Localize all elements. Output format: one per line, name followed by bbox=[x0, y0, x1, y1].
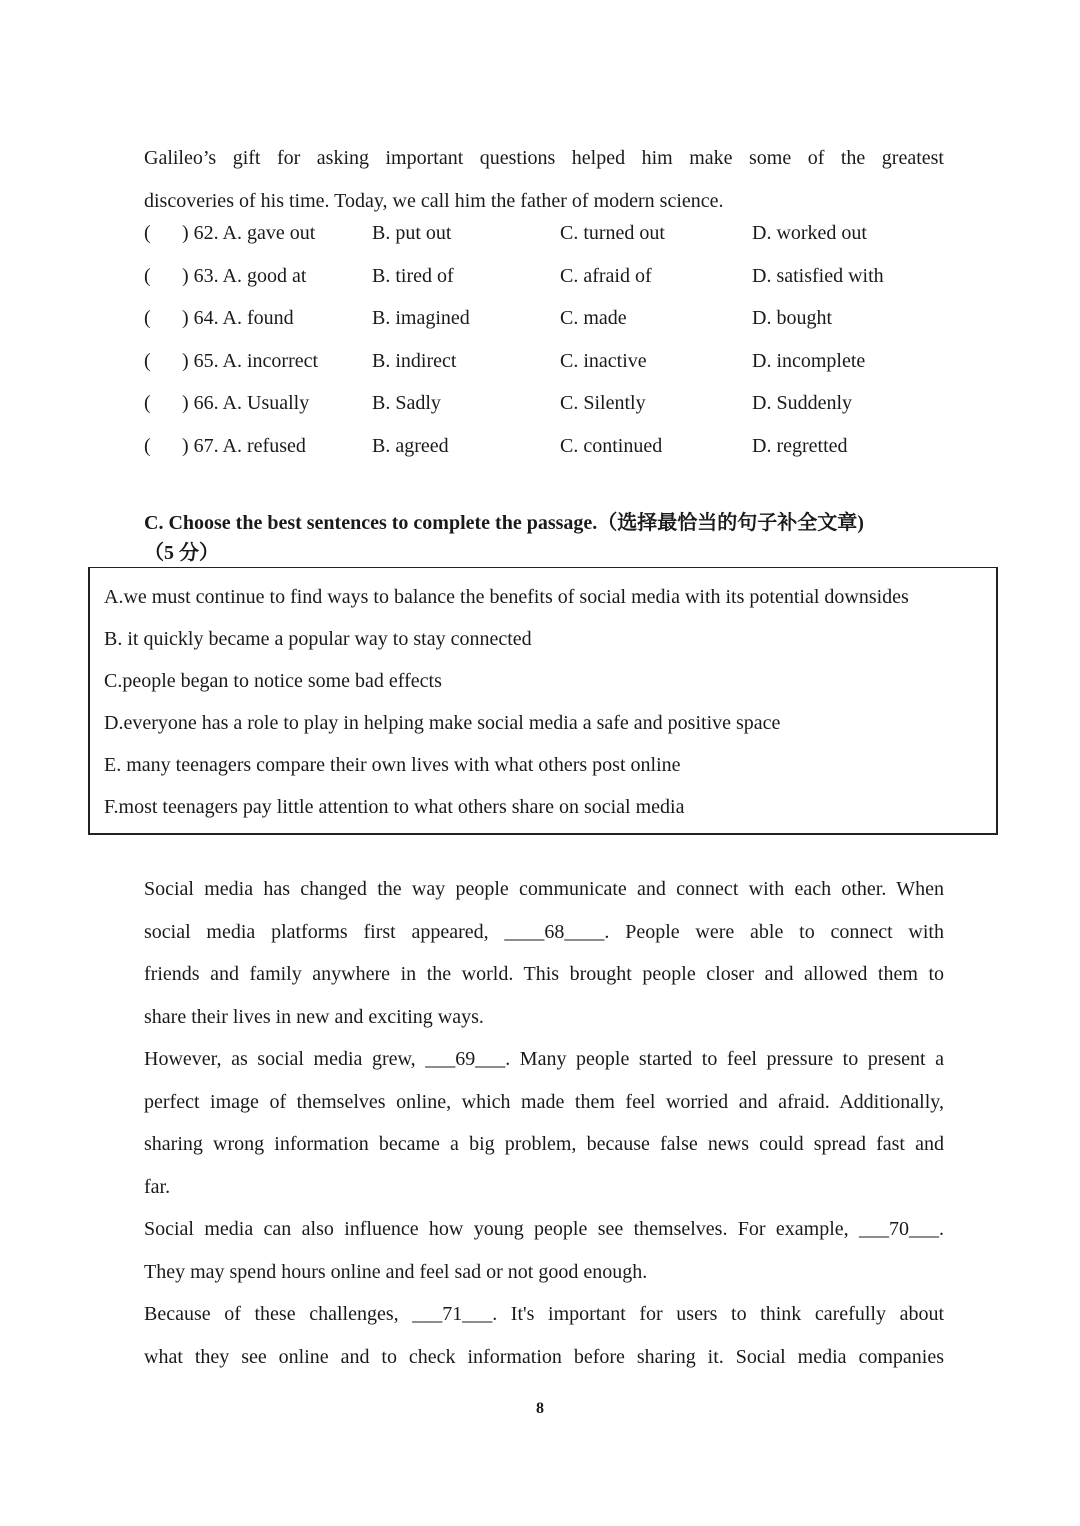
option-c: C. continued bbox=[560, 434, 663, 457]
intro-line: Galileo’s gift for asking important questions helped him make some of the greatest bbox=[144, 147, 944, 169]
sentence-option-e: E. many teenagers compare their own lives with what others post online bbox=[104, 754, 681, 776]
option-b: B. agreed bbox=[372, 434, 449, 457]
sentence-option-f: F.most teenagers pay little attention to what others share on social media bbox=[104, 796, 685, 818]
option-b: B. imagined bbox=[372, 307, 470, 330]
question-row bbox=[144, 222, 944, 265]
passage-paragraph-2 bbox=[144, 1038, 944, 1208]
question-row bbox=[144, 435, 944, 478]
passage-line: sharing wrong information became a big problem, because false news could spread fast and bbox=[144, 1133, 944, 1155]
passage-line: share their lives in new and exciting ways. bbox=[144, 1005, 484, 1028]
option-b: B. Sadly bbox=[372, 392, 441, 415]
option-c: C. afraid of bbox=[560, 264, 652, 287]
passage-line: Because of these challenges, ___71___. It's important for users to think carefully about bbox=[144, 1303, 944, 1325]
sentence-option-d: D.everyone has a role to play in helping make social media a safe and positive space bbox=[104, 712, 781, 734]
option-d: D. regretted bbox=[752, 434, 848, 457]
passage-paragraph-4 bbox=[144, 1293, 944, 1378]
answer-paren: ( bbox=[144, 264, 151, 287]
question-row bbox=[144, 350, 944, 393]
passage-line: friends and family anywhere in the world. This brought people closer and allowed them to bbox=[144, 963, 944, 985]
sentence-options-box bbox=[88, 567, 998, 835]
passage-line: However, as social media grew, ___69___. Many people started to feel pressure to present a bbox=[144, 1048, 944, 1070]
answer-paren: ( bbox=[144, 434, 151, 457]
passage-paragraph-3 bbox=[144, 1208, 944, 1293]
intro-line: discoveries of his time. Today, we call him the father of modern science. bbox=[144, 189, 724, 212]
option-d: D. worked out bbox=[752, 222, 867, 244]
option-d: D. bought bbox=[752, 307, 832, 330]
passage-line: Social media has changed the way people communicate and connect with each other. When bbox=[144, 878, 944, 900]
option-a: ) 67. A. refused bbox=[182, 434, 306, 457]
option-a: ) 63. A. good at bbox=[182, 264, 307, 287]
sentence-option-b: B. it quickly became a popular way to stay connected bbox=[104, 628, 532, 650]
option-a: ) 62. A. gave out bbox=[182, 222, 316, 244]
option-b: B. tired of bbox=[372, 264, 454, 287]
passage-line: They may spend hours online and feel sad or not good enough. bbox=[144, 1260, 648, 1283]
passage-paragraph-1 bbox=[144, 868, 944, 1038]
answer-paren: ( bbox=[144, 307, 151, 330]
option-c: C. inactive bbox=[560, 349, 647, 372]
option-c: C. turned out bbox=[560, 222, 665, 244]
passage-line: far. bbox=[144, 1175, 171, 1198]
intro-paragraph bbox=[144, 137, 944, 222]
section-c-score: （5 分） bbox=[144, 542, 219, 564]
passage-line: Social media can also influence how young people see themselves. For example, ___70___. bbox=[144, 1218, 944, 1240]
option-b: B. indirect bbox=[372, 349, 457, 372]
question-row bbox=[144, 265, 944, 308]
option-c: C. made bbox=[560, 307, 627, 330]
question-list bbox=[144, 222, 944, 478]
section-c-title: C. Choose the best sentences to complete the passage.（选择最恰当的句子补全文章) bbox=[144, 512, 864, 534]
option-c: C. Silently bbox=[560, 392, 646, 415]
page-number: 8 bbox=[536, 1400, 544, 1417]
passage-line: perfect image of themselves online, which made them feel worried and afraid. Additionally, bbox=[144, 1090, 944, 1113]
answer-paren: ( bbox=[144, 392, 151, 415]
option-a: ) 65. A. incorrect bbox=[182, 349, 319, 372]
passage-line: social media platforms first appeared, ____68____. People were able to connect with bbox=[144, 920, 944, 943]
section-c-heading bbox=[144, 508, 944, 568]
option-d: D. Suddenly bbox=[752, 392, 852, 415]
option-d: D. satisfied with bbox=[752, 264, 884, 287]
question-row bbox=[144, 392, 944, 435]
question-row bbox=[144, 307, 944, 350]
answer-paren: ( bbox=[144, 349, 151, 372]
passage-line: what they see online and to check information before sharing it. Social media companies bbox=[144, 1345, 944, 1368]
option-a: ) 64. A. found bbox=[182, 307, 294, 330]
option-a: ) 66. A. Usually bbox=[182, 392, 310, 415]
answer-paren: ( bbox=[144, 222, 151, 244]
sentence-option-c: C.people began to notice some bad effects bbox=[104, 670, 442, 692]
option-d: D. incomplete bbox=[752, 349, 866, 372]
option-b: B. put out bbox=[372, 222, 452, 244]
sentence-option-a: A.we must continue to find ways to balance the benefits of social media with its potential downsides bbox=[104, 586, 909, 608]
